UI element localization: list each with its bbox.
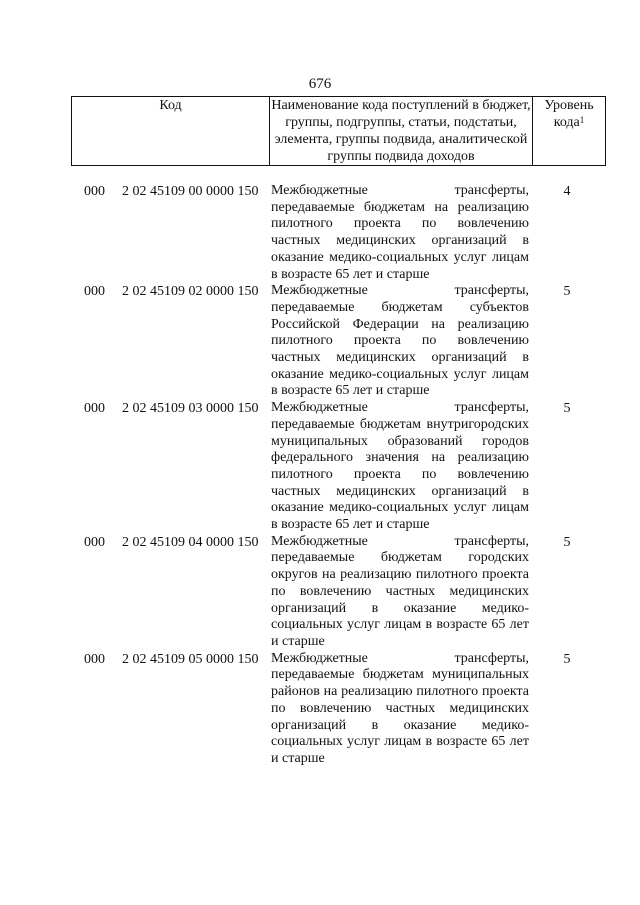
row-admin-code: 000 (84, 534, 105, 550)
row-name: Межбюджетные трансферты, передаваемые бюджетам муниципальных районов на реализацию пилотного проекта по вовлечению частных медицинских организаций в оказание медико-социальных услуг лицам в возрасте 65 лет и старше (271, 650, 529, 766)
row-income-code: 2 02 45109 05 0000 150 (122, 651, 259, 667)
row-name: Межбюджетные трансферты, передаваемые бюджетам внутригородских муниципальных образований городов федерального значения на реализацию пилотного проекта по вовлечению частных медицинских организаций в оказание медико-социальных услуг лицам в возрасте 65 лет и старше (271, 400, 529, 533)
row-name: Межбюджетные трансферты, передаваемые бюджетам на реализацию пилотного проекта по вовлечению частных медицинских организаций в оказание медико-социальных услуг лицам в возрасте 65 лет и старше (271, 183, 529, 282)
row-level: 5 (563, 401, 571, 417)
row-admin-code: 000 (84, 284, 105, 300)
row-income-code: 2 02 45109 04 0000 150 (122, 534, 259, 550)
header-level-label: Уровень кода (544, 98, 594, 130)
row-income-code: 2 02 45109 00 0000 150 (122, 184, 259, 199)
row-level: 4 (563, 184, 571, 199)
row-admin-code: 000 (84, 184, 105, 199)
row-name: Межбюджетные трансферты, передаваемые бюджетам городских округов на реализацию пилотного проекта по вовлечению частных медицинских организаций в оказание медико-социальных услуг лицам в возрасте 65 лет и старше (271, 533, 529, 649)
table-body (0, 183, 640, 768)
row-name: Межбюджетные трансферты, передаваемые бюджетам субъектов Российской Федерации на реализацию пилотного проекта по вовлечению частных медицинских организаций в оказание медико-социальных услуг лицам в возрасте 65 лет и старше (271, 283, 529, 399)
table-row (0, 651, 640, 768)
row-level: 5 (563, 651, 571, 667)
page-number: 676 (308, 76, 332, 92)
row-admin-code: 000 (84, 651, 105, 667)
row-income-code: 2 02 45109 03 0000 150 (122, 401, 259, 417)
header-name-label: Наименование кода поступлений в бюджет, группы, подгруппы, статьи, подстатьи, элемента, группы подвида, аналитической группы подвида доходов (271, 98, 531, 164)
table-row (0, 400, 640, 534)
table-row (0, 183, 640, 283)
row-level: 5 (563, 534, 571, 550)
row-level: 5 (563, 284, 571, 300)
header-level-footnote: 1 (579, 115, 585, 125)
header-code-cell (72, 97, 270, 166)
table-header (71, 96, 606, 166)
header-name-cell (270, 97, 533, 166)
row-income-code: 2 02 45109 02 0000 150 (122, 284, 259, 300)
header-code-label: Код (159, 98, 182, 113)
header-level-cell (533, 97, 606, 166)
header-row (72, 97, 606, 166)
table-row (0, 534, 640, 651)
row-admin-code: 000 (84, 401, 105, 417)
table-row (0, 283, 640, 400)
